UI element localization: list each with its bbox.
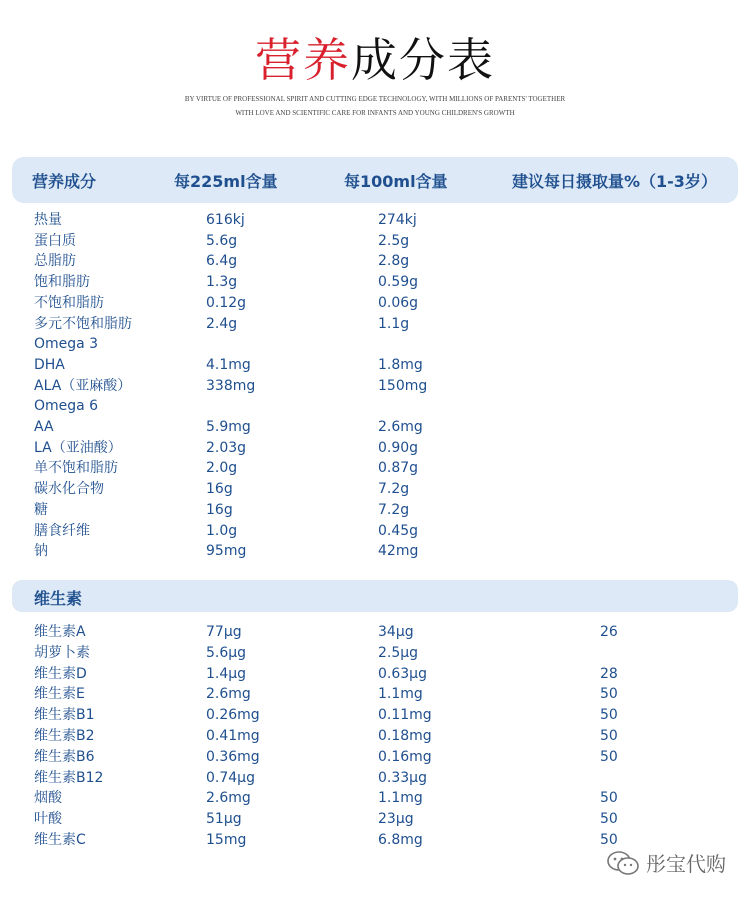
nutrient-name: 维生素E xyxy=(34,686,85,703)
table-row xyxy=(0,500,750,520)
value-per100: 6.8mg xyxy=(378,832,423,848)
value-per225: 0.74μg xyxy=(206,769,255,786)
nutrient-name: Omega 6 xyxy=(34,398,99,415)
value-daily: 50 xyxy=(600,748,618,765)
value-per225: 0.26mg xyxy=(206,707,260,724)
value-per225: 0.36mg xyxy=(206,748,260,765)
nutrient-name: 维生素B12 xyxy=(34,769,104,786)
nutrient-name: 碳水化合物 xyxy=(34,481,104,498)
table-row xyxy=(0,458,750,478)
table-row xyxy=(0,768,750,788)
table-row xyxy=(0,355,750,375)
table-row xyxy=(0,396,750,416)
value-per225: 5.9mg xyxy=(206,419,251,435)
value-per225: 2.0g xyxy=(206,460,238,477)
nutrient-name: 单不饱和脂肪 xyxy=(34,460,118,477)
table-row xyxy=(0,705,750,725)
value-per225: 5.6μg xyxy=(206,644,247,661)
nutrient-name: 维生素C xyxy=(34,832,86,848)
header-nutrient: 营养成分 xyxy=(32,172,97,191)
nutrient-name: 蛋白质 xyxy=(34,232,76,249)
page-title xyxy=(0,30,750,90)
value-per100: 0.18mg xyxy=(378,728,432,744)
value-per225: 15mg xyxy=(206,832,247,848)
value-per225: 16g xyxy=(206,481,233,498)
value-per100: 42mg xyxy=(378,543,419,560)
value-per225: 338mg xyxy=(206,377,256,394)
value-per100: 1.1mg xyxy=(378,686,423,703)
table-row xyxy=(0,231,750,251)
table-row xyxy=(0,521,750,541)
value-per100: 0.59g xyxy=(378,274,419,291)
value-per225: 1.0g xyxy=(206,522,238,539)
nutrient-name: 维生素D xyxy=(34,665,87,682)
header-per100: 每100ml含量 xyxy=(344,172,448,191)
value-daily: 50 xyxy=(600,686,618,703)
value-per100: 7.2g xyxy=(378,481,410,498)
table-row xyxy=(0,809,750,829)
value-per225: 1.4μg xyxy=(206,665,247,682)
nutrient-name: LA（亚油酸） xyxy=(34,439,122,456)
value-per100: 7.2g xyxy=(378,501,410,518)
table-row xyxy=(0,541,750,561)
nutrient-name: Omega 3 xyxy=(34,336,99,353)
value-daily: 50 xyxy=(600,811,618,828)
value-per100: 23μg xyxy=(378,811,414,828)
value-per100: 0.45g xyxy=(378,522,419,539)
watermark-text: 彤宝代购 xyxy=(646,852,726,876)
value-per100: 0.63μg xyxy=(378,665,427,682)
nutrient-name: 烟酸 xyxy=(34,790,62,807)
value-per100: 0.11mg xyxy=(378,707,432,724)
value-per225: 2.03g xyxy=(206,439,247,456)
nutrient-name: 热量 xyxy=(34,212,62,228)
table-row xyxy=(0,334,750,354)
nutrient-name: 维生素B1 xyxy=(34,707,95,724)
value-per100: 0.16mg xyxy=(378,748,432,765)
value-daily: 50 xyxy=(600,707,618,724)
wechat-icon xyxy=(606,850,640,876)
nutrient-name: 叶酸 xyxy=(34,811,62,828)
value-per225: 2.4g xyxy=(206,315,238,332)
table-row xyxy=(0,293,750,313)
vitamins-section-label: 维生素 xyxy=(34,589,83,608)
table-row xyxy=(0,684,750,704)
table-row xyxy=(0,747,750,767)
value-per100: 0.87g xyxy=(378,460,419,477)
nutrient-name: 总脂肪 xyxy=(34,253,76,270)
nutrient-name: AA xyxy=(34,419,54,435)
value-daily: 28 xyxy=(600,665,618,682)
value-per225: 4.1mg xyxy=(206,356,251,373)
value-per100: 2.5g xyxy=(378,232,410,249)
value-per225: 1.3g xyxy=(206,274,238,291)
value-per225: 6.4g xyxy=(206,253,238,270)
value-per225: 77μg xyxy=(206,624,242,640)
value-per225: 2.6mg xyxy=(206,790,251,807)
nutrient-name: 胡萝卜素 xyxy=(34,644,90,661)
subtitle xyxy=(0,92,750,120)
table-row xyxy=(0,830,750,850)
nutrient-name: 不饱和脂肪 xyxy=(34,294,104,311)
table-row xyxy=(0,314,750,334)
table-row xyxy=(0,664,750,684)
vitamins-section-header xyxy=(12,580,738,612)
nutrient-name: DHA xyxy=(34,356,65,373)
value-per100: 0.33μg xyxy=(378,769,427,786)
value-per100: 1.1g xyxy=(378,315,410,332)
subtitle-line-2: WITH LOVE AND SCIENTIFIC CARE FOR INFANTS AND YOUNG CHILDREN'S GROWTH xyxy=(235,109,515,117)
value-per100: 2.6mg xyxy=(378,419,423,435)
table-row xyxy=(0,438,750,458)
table-row xyxy=(0,417,750,437)
value-per100: 34μg xyxy=(378,624,414,640)
watermark xyxy=(606,848,726,877)
nutrient-name: 糖 xyxy=(34,501,48,518)
value-daily: 50 xyxy=(600,790,618,807)
nutrient-name: 维生素B6 xyxy=(34,748,95,765)
table-row xyxy=(0,726,750,746)
nutrient-name: 饱和脂肪 xyxy=(34,274,90,291)
nutrient-name: 维生素B2 xyxy=(34,728,95,744)
nutrient-name: ALA（亚麻酸） xyxy=(34,377,132,394)
table-row xyxy=(0,376,750,396)
title-part-red: 营养 xyxy=(255,33,351,87)
value-daily: 50 xyxy=(600,728,618,744)
value-per100: 150mg xyxy=(378,377,428,394)
title-part-black: 成分表 xyxy=(351,33,495,87)
subtitle-line-1: BY VIRTUE OF PROFESSIONAL SPIRIT AND CUTTING EDGE TECHNOLOGY, WITH MILLIONS OF PARENTS' TOGETHER xyxy=(184,95,566,103)
nutrient-name: 多元不饱和脂肪 xyxy=(34,315,132,332)
value-per100: 1.8mg xyxy=(378,356,423,373)
value-per225: 5.6g xyxy=(206,232,238,249)
value-per100: 274kj xyxy=(378,212,417,228)
value-per225: 51μg xyxy=(206,811,242,828)
nutrient-name: 膳食纤维 xyxy=(34,522,90,539)
value-per225: 0.12g xyxy=(206,294,247,311)
value-daily: 50 xyxy=(600,832,618,848)
value-per225: 616kj xyxy=(206,212,245,228)
table-header xyxy=(12,157,738,203)
value-per100: 2.5μg xyxy=(378,644,419,661)
nutrient-name: 钠 xyxy=(34,543,48,560)
value-daily: 26 xyxy=(600,624,618,640)
table-row xyxy=(0,210,750,230)
table-row xyxy=(0,251,750,271)
value-per225: 0.41mg xyxy=(206,728,260,744)
value-per225: 2.6mg xyxy=(206,686,251,703)
table-row xyxy=(0,272,750,292)
header-per225: 每225ml含量 xyxy=(174,172,278,191)
nutrient-name: 维生素A xyxy=(34,624,86,640)
value-per100: 0.90g xyxy=(378,439,419,456)
table-row xyxy=(0,788,750,808)
value-per100: 0.06g xyxy=(378,294,419,311)
header-daily: 建议每日摄取量%（1-3岁） xyxy=(512,172,717,191)
value-per100: 1.1mg xyxy=(378,790,423,807)
table-row xyxy=(0,479,750,499)
table-row xyxy=(0,643,750,663)
value-per225: 95mg xyxy=(206,543,247,560)
value-per100: 2.8g xyxy=(378,253,410,270)
value-per225: 16g xyxy=(206,501,233,518)
table-row xyxy=(0,622,750,642)
